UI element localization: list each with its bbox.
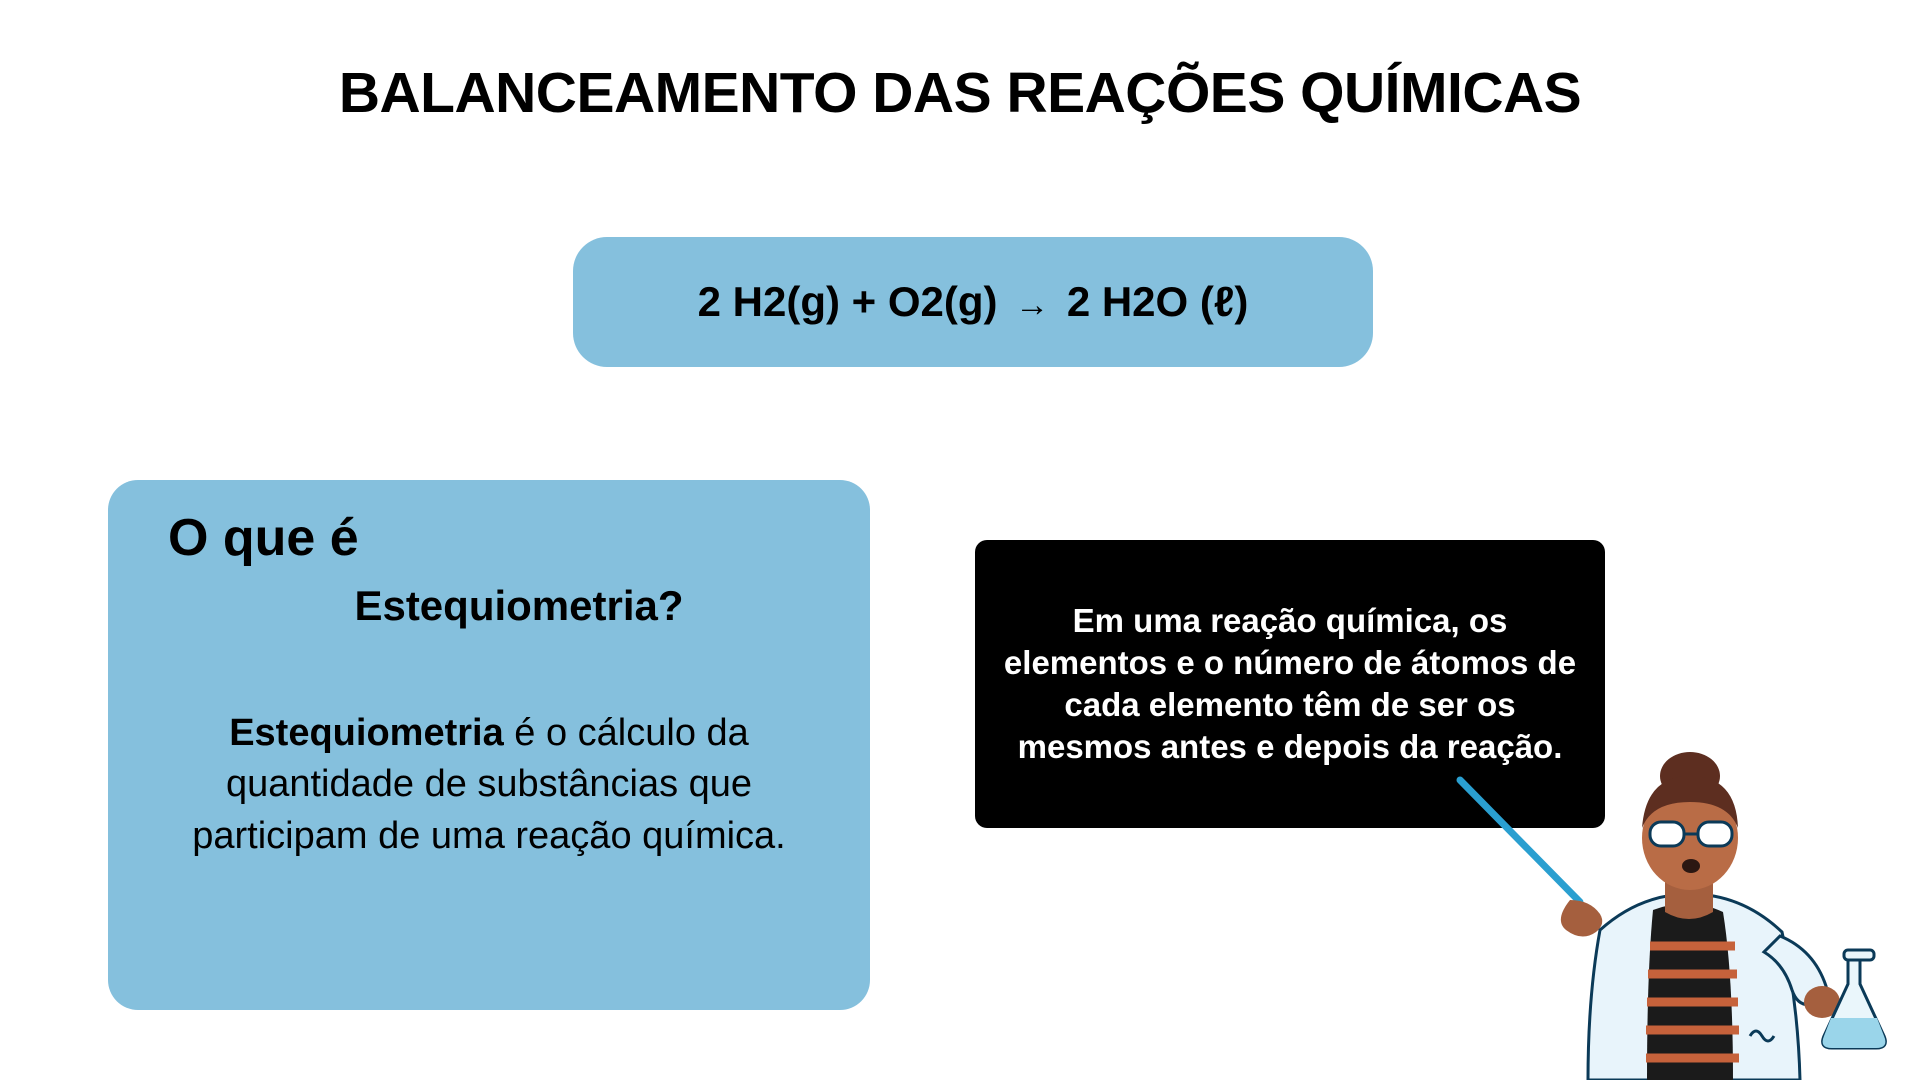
equation-products: 2 H2O (ℓ) [1066, 278, 1249, 325]
definition-card-body [144, 708, 834, 862]
definition-term: Estequiometria [229, 712, 504, 754]
definition-card-heading-line2: Estequiometria? [354, 582, 684, 629]
rule-card-text: Em uma reação química, os elementos e o número de átomos de cada elemento têm de ser os mesmos antes e depois da reação. [1003, 601, 1577, 766]
reaction-arrow-icon: → [1015, 286, 1050, 324]
scientist-illustration [1450, 750, 1920, 1080]
equation-reactants: 2 H2(g) + O2(g) [697, 278, 998, 325]
definition-card-heading-line1: O que é [168, 509, 359, 567]
chemical-equation [698, 278, 1249, 326]
chemical-equation-card [573, 237, 1373, 367]
definition-text: é o cálculo da quantidade de substâncias que participam de uma reação química. [192, 712, 786, 857]
definition-card [108, 480, 870, 1010]
page-title: BALANCEAMENTO DAS REAÇÕES QUÍMICAS [338, 61, 1582, 125]
